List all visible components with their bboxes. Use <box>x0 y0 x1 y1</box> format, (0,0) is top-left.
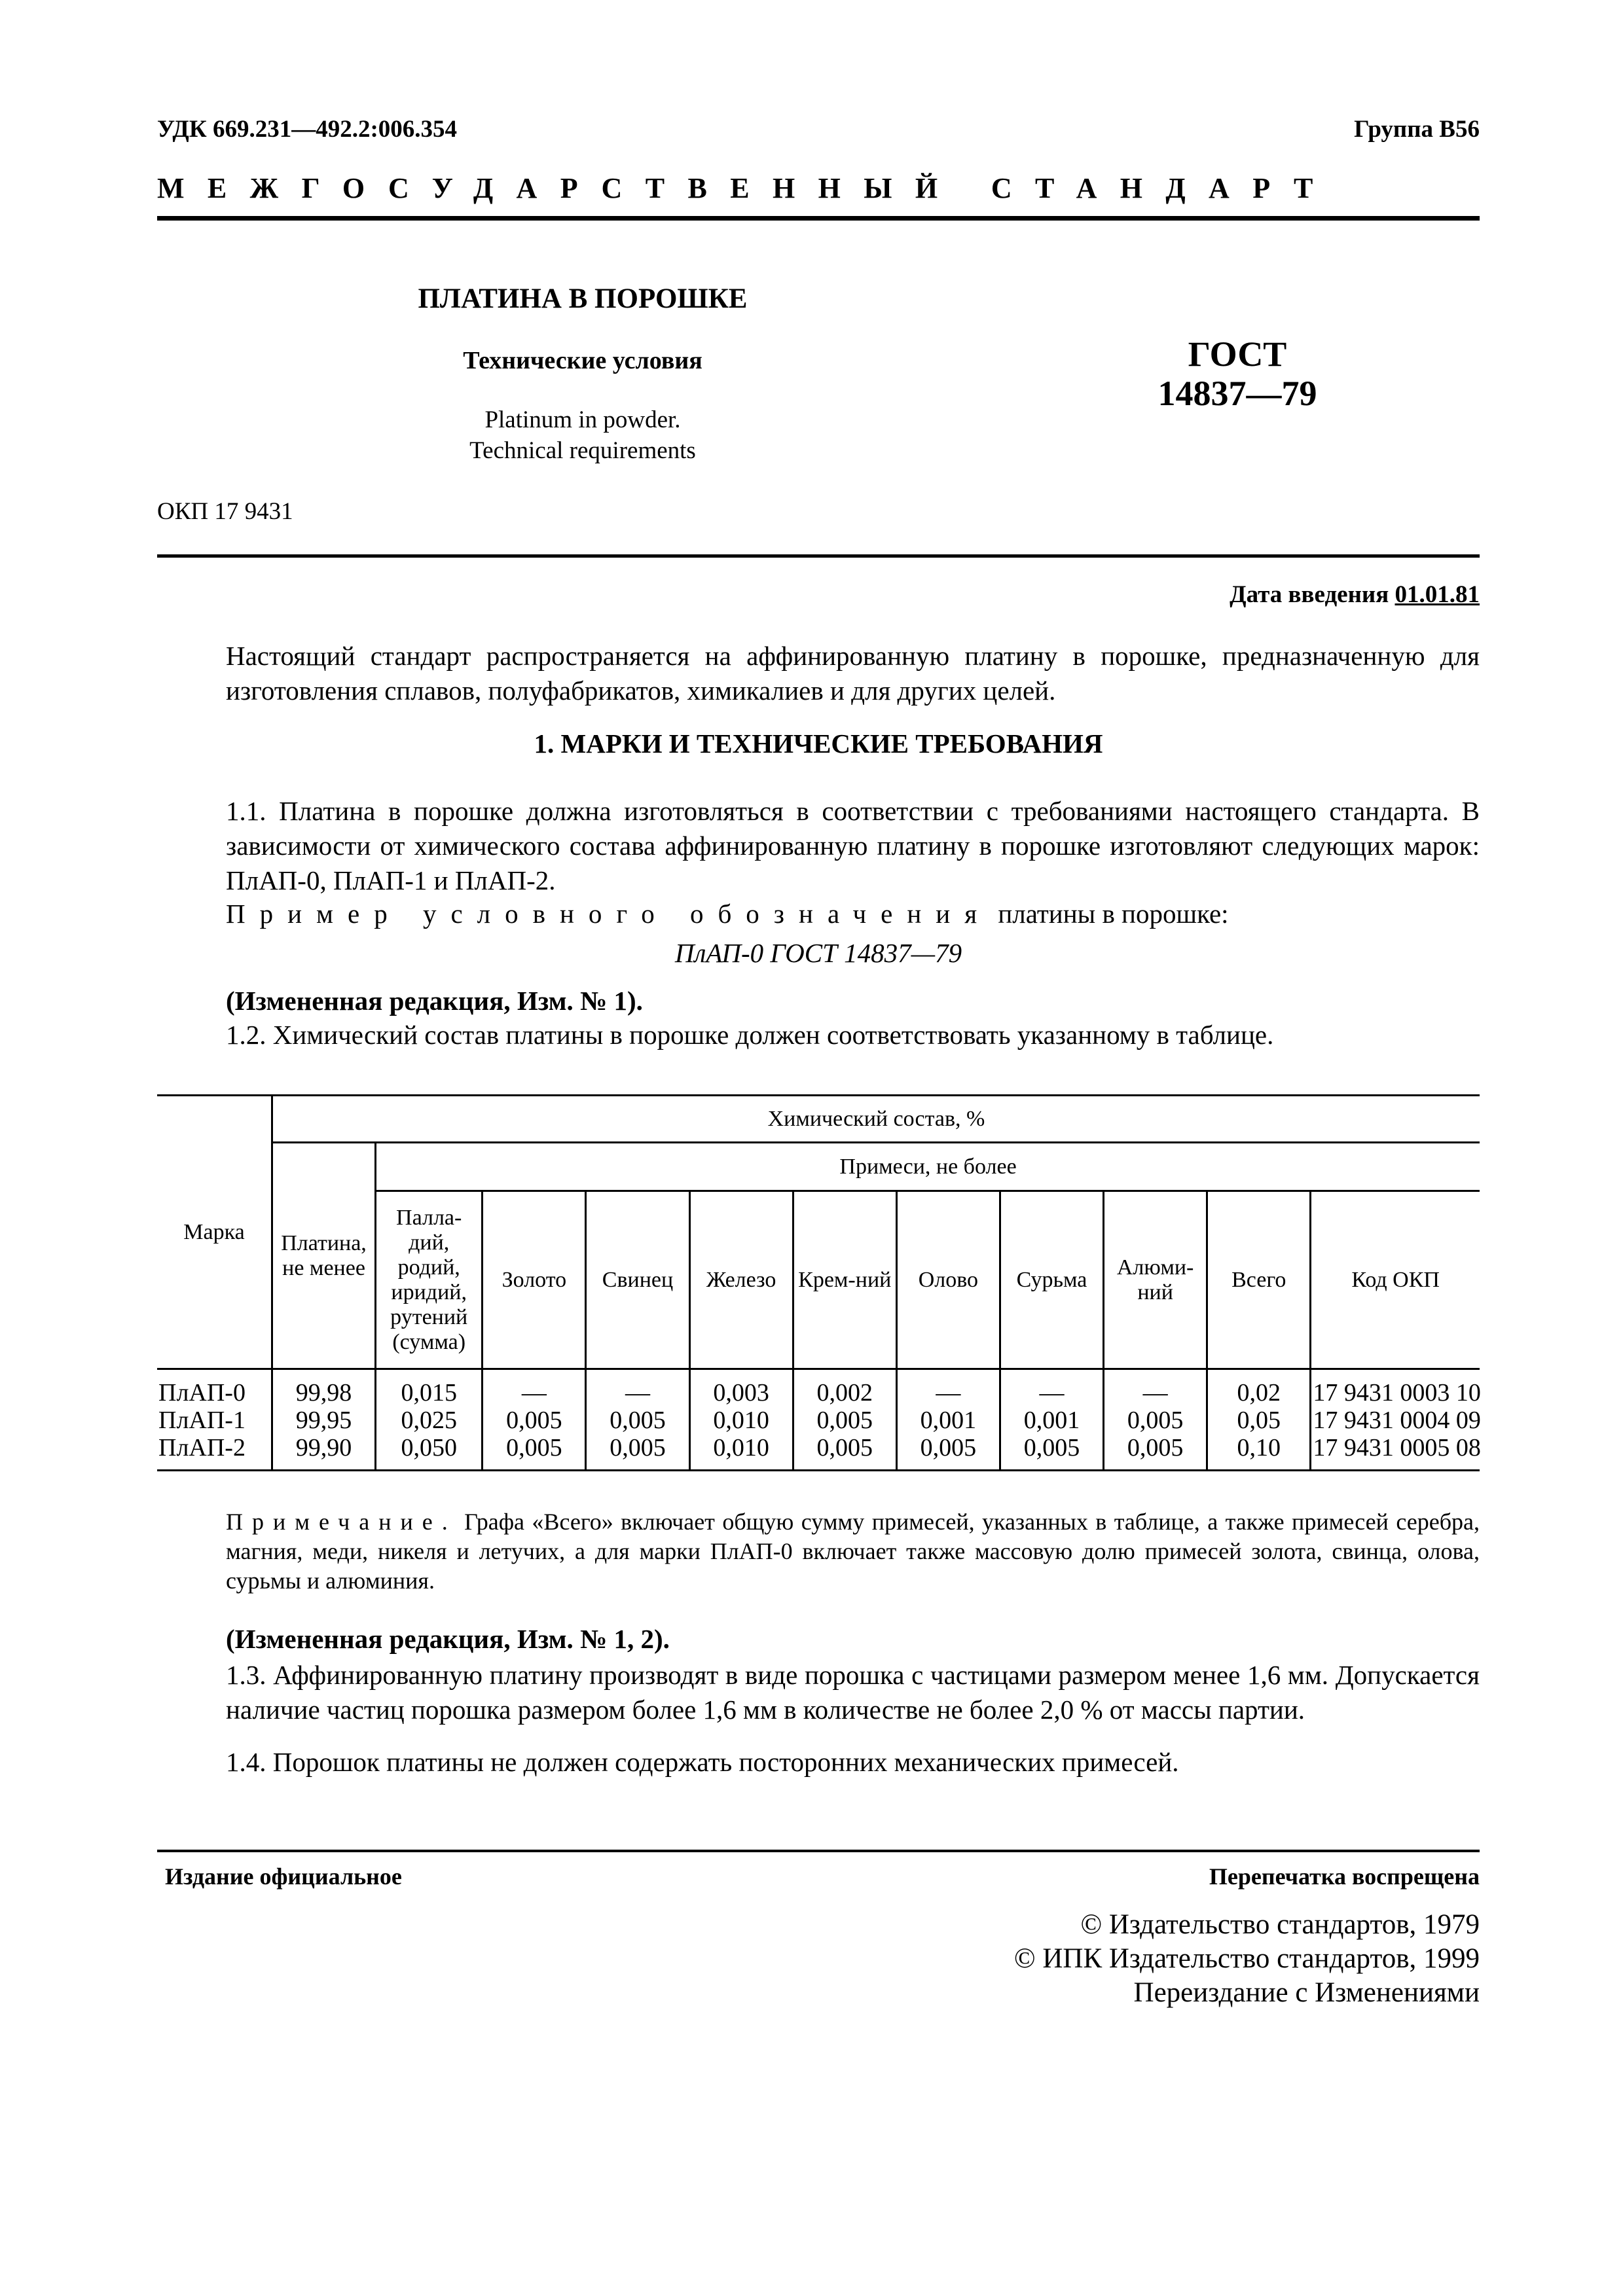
table-cell-sn: 0,001 <box>896 1407 1000 1434</box>
table-cell-sb: 0,001 <box>1000 1407 1103 1434</box>
interstate-standard-banner: МЕЖГОСУДАРСТВЕННЫЙ СТАНДАРТ <box>157 172 1336 204</box>
udk-code: УДК 669.231—492.2:006.354 <box>157 116 458 143</box>
clause-1-3: 1.3. Аффинированную платину производят в виде порошка с частицами размером менее 1,6 мм. Допускается наличие частиц порошка размером более 1,6 мм в количестве не более 2,0 % от массы партии. <box>226 1660 1480 1725</box>
copyright-1999: © ИПК Издательство стандартов, 1999 <box>1013 1943 1480 1974</box>
clause-1-2: 1.2. Химический состав платины в порошке должен соответствовать указанному в таблице. <box>226 1020 1274 1050</box>
gost-label: ГОСТ <box>1188 334 1287 374</box>
table-cell-si: 0,005 <box>793 1407 896 1434</box>
table-cell-sb: — <box>1000 1369 1103 1407</box>
intro-date-label: Дата введения <box>1230 581 1389 608</box>
table-cell-pd: 0,050 <box>376 1434 483 1471</box>
table-cell-al: 0,005 <box>1104 1434 1207 1471</box>
table-note <box>157 1507 1480 1596</box>
footer-rule <box>157 1850 1480 1852</box>
copyright-block <box>1014 1908 1480 2010</box>
intro-date: 01.01.81 <box>1395 581 1480 608</box>
table-cell-fe: 0,003 <box>689 1369 793 1407</box>
table-cell-pt: 99,90 <box>272 1434 375 1471</box>
header-silicon: Крем-ний <box>793 1191 896 1369</box>
official-edition: Издание официальное <box>165 1863 402 1890</box>
table-row <box>157 1434 1480 1471</box>
table-row <box>157 1407 1480 1434</box>
note-label: Примечание. <box>226 1509 457 1535</box>
table-cell-total: 0,05 <box>1207 1407 1311 1434</box>
scope-paragraph: Настоящий стандарт распространяется на аффинированную платину в порошке, предназначенную для изготовления сплавов, полуфабрикатов, химикалиев и для других целей. <box>226 641 1480 706</box>
chemical-composition-table <box>157 1094 1480 1471</box>
table-cell-au: 0,005 <box>483 1407 586 1434</box>
table-cell-sn: 0,005 <box>896 1434 1000 1471</box>
table-cell-pb: — <box>586 1369 689 1407</box>
table-cell-mark: ПлАП-0 <box>158 1379 246 1407</box>
table-cell-pd: 0,025 <box>376 1407 483 1434</box>
table-cell-si: 0,002 <box>793 1369 896 1407</box>
header-aluminium: Алюми-ний <box>1104 1191 1207 1369</box>
table-cell-fe: 0,010 <box>689 1434 793 1471</box>
header-gold: Золото <box>483 1191 586 1369</box>
table-cell-pt: 99,98 <box>272 1369 375 1407</box>
header-rule <box>157 216 1480 221</box>
table-cell-pt: 99,95 <box>272 1407 375 1434</box>
title-rule <box>157 554 1480 558</box>
section-heading: 1. МАРКИ И ТЕХНИЧЕСКИЕ ТРЕБОВАНИЯ <box>534 728 1103 759</box>
example-line <box>226 898 1229 929</box>
table-cell-mark: ПлАП-2 <box>157 1434 272 1471</box>
document-title: ПЛАТИНА В ПОРОШКЕ <box>418 283 748 314</box>
table-cell-si: 0,005 <box>793 1434 896 1471</box>
note-text: Графа «Всего» включает общую сумму примесей, указанных в таблице, а также примесей серебра, магния, меди, никеля и летучих, а для марки ПлАП-0 включает также массовую долю примесей золота, свинца, олова, сурьмы и алюминия. <box>226 1509 1480 1594</box>
gost-number: 14837—79 <box>1158 374 1317 413</box>
table-cell-sb: 0,005 <box>1000 1434 1103 1471</box>
table-cell-okp: 17 9431 0004 09 <box>1311 1407 1480 1434</box>
table-cell-okp: 17 9431 0005 08 <box>1311 1434 1480 1471</box>
table-cell-au: 0,005 <box>483 1434 586 1471</box>
header-antimony: Сурьма <box>1000 1191 1103 1369</box>
okp-code: ОКП 17 9431 <box>157 498 293 525</box>
table-cell-al: 0,005 <box>1104 1407 1207 1434</box>
designation-example: ПлАП-0 ГОСТ 14837—79 <box>674 938 962 968</box>
table-cell-sn: — <box>896 1369 1000 1407</box>
header-chem-composition: Химический состав, % <box>272 1096 1480 1143</box>
clause-1-1: 1.1. Платина в порошке должна изготовляться в соответствии с требованиями настоящего стандарта. В зависимости от химического состава аффинированную платину в порошке изготовляют следующих марок: ПлАП-0, ПлАП-1 и ПлАП-2. <box>226 796 1480 895</box>
header-total: Всего <box>1207 1191 1311 1369</box>
header-iron: Железо <box>689 1191 793 1369</box>
intro-date-line <box>1230 581 1480 609</box>
table-cell-fe: 0,010 <box>689 1407 793 1434</box>
amendment-note-1: (Измененная редакция, Изм. № 1). <box>226 986 643 1016</box>
table-cell-mark: ПлАП-1 <box>158 1407 246 1434</box>
table-cell-okp: 17 9431 0003 10 <box>1311 1369 1480 1407</box>
table-row <box>157 1369 1480 1407</box>
table-cell-total: 0,02 <box>1207 1369 1311 1407</box>
table-cell-total: 0,10 <box>1207 1434 1311 1471</box>
group-code: Группа В56 <box>1354 116 1480 143</box>
table-cell-al: — <box>1104 1369 1207 1407</box>
header-impurities: Примеси, не более <box>376 1143 1480 1191</box>
copyright-1979: © Издательство стандартов, 1979 <box>1080 1909 1480 1940</box>
document-subtitle: Технические условия <box>463 347 702 374</box>
table-cell-pb: 0,005 <box>586 1407 689 1434</box>
table-cell-pd: 0,015 <box>376 1369 483 1407</box>
clause-1-4: 1.4. Порошок платины не должен содержать посторонних механических примесей. <box>226 1747 1179 1777</box>
header-mark: Марка <box>157 1096 272 1369</box>
english-title-line2: Technical requirements <box>469 437 696 464</box>
header-lead: Свинец <box>586 1191 689 1369</box>
table-cell-au: — <box>483 1369 586 1407</box>
header-platinum: Платина, не менее <box>272 1143 375 1369</box>
example-label: Пример условного обозначения <box>226 899 992 929</box>
table-cell-pb: 0,005 <box>586 1434 689 1471</box>
english-title-line1: Platinum in powder. <box>484 406 681 433</box>
reprint-forbidden: Перепечатка воспрещена <box>1209 1863 1480 1890</box>
example-label-rest: платины в порошке: <box>998 899 1229 929</box>
header-palladium-group: Палла-дий, родий, иридий, рутений (сумма) <box>376 1191 483 1369</box>
amendment-note-2: (Измененная редакция, Изм. № 1, 2). <box>226 1624 670 1654</box>
reissue-note: Переиздание с Изменениями <box>1133 1977 1480 2008</box>
header-okp-code: Код ОКП <box>1311 1191 1480 1369</box>
header-tin: Олово <box>896 1191 1000 1369</box>
